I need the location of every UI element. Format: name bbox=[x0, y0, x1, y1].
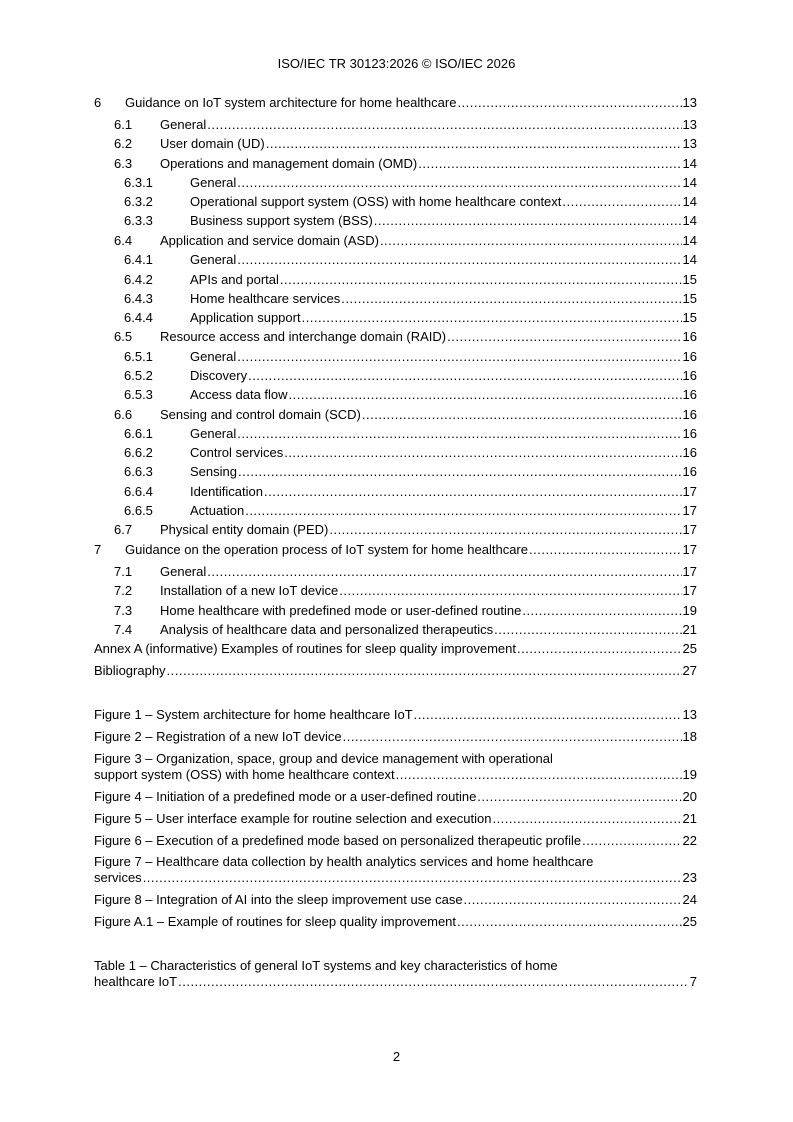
toc-page: 16 bbox=[682, 426, 697, 441]
toc-entry[interactable] bbox=[124, 349, 697, 365]
toc-number: 6.4.2 bbox=[124, 272, 153, 287]
toc-number: 6.3.3 bbox=[124, 213, 153, 228]
toc-leader bbox=[284, 445, 681, 461]
toc-leader bbox=[237, 175, 681, 191]
toc-number: 6.6.2 bbox=[124, 445, 153, 460]
toc-title: Business support system (BSS) bbox=[190, 213, 373, 228]
toc-entry[interactable] bbox=[124, 387, 697, 403]
toc-entry[interactable] bbox=[114, 407, 697, 423]
toc-number: 7.4 bbox=[114, 622, 133, 637]
toc-page: 13 bbox=[682, 117, 697, 132]
toc-leader bbox=[264, 484, 682, 500]
toc-number: 6.4.1 bbox=[124, 252, 153, 267]
toc-title: Access data flow bbox=[190, 387, 288, 402]
toc-leader bbox=[280, 272, 682, 288]
toc-title: Analysis of healthcare data and personalized therapeutics bbox=[160, 622, 494, 637]
toc-title: General bbox=[190, 426, 237, 441]
toc-entry[interactable] bbox=[114, 136, 697, 152]
toc-entry[interactable] bbox=[124, 272, 697, 288]
figure-title: Figure 1 – System architecture for home healthcare IoT bbox=[94, 707, 413, 722]
toc-page: 16 bbox=[682, 407, 697, 422]
toc-number: 7.1 bbox=[114, 564, 133, 579]
figure-page: 13 bbox=[682, 707, 697, 722]
toc-page: 14 bbox=[682, 213, 697, 228]
toc-number: 6.5.1 bbox=[124, 349, 153, 364]
toc-leader bbox=[143, 870, 682, 886]
figure-page: 22 bbox=[682, 833, 697, 848]
toc-title: Bibliography bbox=[94, 663, 166, 678]
toc-leader bbox=[380, 233, 682, 249]
toc-title: Physical entity domain (PED) bbox=[160, 522, 329, 537]
toc-page: 14 bbox=[682, 175, 697, 190]
toc-number: 6.4.3 bbox=[124, 291, 153, 306]
toc-leader bbox=[237, 252, 681, 268]
toc-leader bbox=[494, 622, 681, 638]
toc-title: Operations and management domain (OMD) bbox=[160, 156, 418, 171]
toc-leader bbox=[492, 811, 681, 827]
toc-title: Discovery bbox=[190, 368, 248, 383]
toc-title: General bbox=[190, 349, 237, 364]
toc-title: General bbox=[190, 252, 237, 267]
toc-entry[interactable] bbox=[94, 542, 697, 558]
toc-title: Sensing and control domain (SCD) bbox=[160, 407, 361, 422]
toc-entry[interactable] bbox=[124, 213, 697, 229]
toc-page: 16 bbox=[682, 387, 697, 402]
toc-page: 14 bbox=[682, 252, 697, 267]
toc-entry[interactable] bbox=[124, 368, 697, 384]
toc-title: Home healthcare with predefined mode or user-defined routine bbox=[160, 603, 522, 618]
figure-entry[interactable] bbox=[94, 914, 697, 930]
toc-number: 7.2 bbox=[114, 583, 133, 598]
toc-page: 16 bbox=[682, 464, 697, 479]
toc-number: 6.2 bbox=[114, 136, 133, 151]
toc-leader bbox=[237, 426, 681, 442]
figure-title: Figure 5 – User interface example for routine selection and execution bbox=[94, 811, 492, 826]
toc-title: Application and service domain (ASD) bbox=[160, 233, 379, 248]
figure-title: Figure 4 – Initiation of a predefined mode or a user-defined routine bbox=[94, 789, 477, 804]
toc-number: 6.3.1 bbox=[124, 175, 153, 190]
toc-page: 15 bbox=[682, 291, 697, 306]
figure-title: Figure 2 – Registration of a new IoT device bbox=[94, 729, 342, 744]
figure-title: Figure 8 – Integration of AI into the sleep improvement use case bbox=[94, 892, 463, 907]
toc-title: Guidance on the operation process of IoT system for home healthcare bbox=[125, 542, 528, 557]
toc-entry[interactable] bbox=[124, 252, 697, 268]
toc-number: 6.5 bbox=[114, 329, 133, 344]
toc-leader bbox=[418, 156, 681, 172]
toc-page: 16 bbox=[682, 445, 697, 460]
toc-number: 6.6.4 bbox=[124, 484, 153, 499]
toc-title: Actuation bbox=[190, 503, 245, 518]
toc-number: 6.3.2 bbox=[124, 194, 153, 209]
toc-number: 6.4 bbox=[114, 233, 133, 248]
toc-title: Annex A (informative) Examples of routines for sleep quality improvement bbox=[94, 641, 516, 656]
toc-entry[interactable] bbox=[114, 583, 697, 599]
toc-leader bbox=[248, 368, 681, 384]
toc-title: Identification bbox=[190, 484, 263, 499]
toc-number: 6.5.2 bbox=[124, 368, 153, 383]
toc-page: 16 bbox=[682, 368, 697, 383]
toc-entry[interactable] bbox=[124, 291, 697, 307]
toc-leader bbox=[339, 583, 681, 599]
toc-number: 6 bbox=[94, 95, 102, 110]
figure-page: 21 bbox=[682, 811, 697, 826]
toc-page: 14 bbox=[682, 233, 697, 248]
toc-leader bbox=[238, 464, 682, 480]
toc-entry-annex[interactable] bbox=[94, 641, 697, 657]
figure-entry[interactable] bbox=[94, 811, 697, 827]
figure-title: Figure A.1 – Example of routines for sleep quality improvement bbox=[94, 914, 457, 929]
toc-entry[interactable] bbox=[124, 426, 697, 442]
toc-leader bbox=[245, 503, 681, 519]
figure-page: 20 bbox=[682, 789, 697, 804]
toc-number: 6.3 bbox=[114, 156, 133, 171]
toc-entry[interactable] bbox=[124, 503, 697, 519]
toc-leader bbox=[374, 213, 682, 229]
toc-title: Sensing bbox=[190, 464, 237, 479]
toc-page: 14 bbox=[682, 194, 697, 209]
figure-page: 24 bbox=[682, 892, 697, 907]
toc-page: 15 bbox=[682, 310, 697, 325]
toc-page: 21 bbox=[682, 622, 697, 637]
toc-leader bbox=[414, 707, 682, 723]
toc-page: 17 bbox=[682, 542, 697, 557]
toc-page: 27 bbox=[682, 663, 697, 678]
toc-page: 17 bbox=[682, 503, 697, 518]
toc-title: General bbox=[160, 564, 207, 579]
toc-title: Installation of a new IoT device bbox=[160, 583, 339, 598]
toc-entry[interactable] bbox=[114, 603, 697, 619]
figure-title: support system (OSS) with home healthcare context bbox=[94, 767, 395, 782]
toc-number: 6.7 bbox=[114, 522, 133, 537]
toc-leader bbox=[464, 892, 682, 908]
figure-title-line1: Figure 7 – Healthcare data collection by health analytics services and home healthcare bbox=[94, 854, 594, 869]
toc-number: 6.6.3 bbox=[124, 464, 153, 479]
figure-entry[interactable] bbox=[94, 833, 697, 849]
page-number: 2 bbox=[392, 1049, 401, 1064]
toc-leader bbox=[343, 729, 682, 745]
toc-leader bbox=[207, 117, 681, 133]
toc-leader bbox=[167, 663, 682, 679]
toc-entry[interactable] bbox=[124, 445, 697, 461]
toc-page: 13 bbox=[682, 136, 697, 151]
toc-title: APIs and portal bbox=[190, 272, 279, 287]
toc-page: 19 bbox=[682, 603, 697, 618]
toc-page: 17 bbox=[682, 522, 697, 537]
toc-number: 6.6.1 bbox=[124, 426, 153, 441]
toc-number: 6.1 bbox=[114, 117, 133, 132]
toc-title: User domain (UD) bbox=[160, 136, 265, 151]
toc-leader bbox=[329, 522, 681, 538]
toc-leader bbox=[517, 641, 682, 657]
table-title: healthcare IoT bbox=[94, 974, 178, 989]
toc-leader bbox=[362, 407, 682, 423]
toc-leader bbox=[447, 329, 681, 345]
toc-leader bbox=[207, 564, 681, 580]
figure-page: 23 bbox=[682, 870, 697, 885]
toc-page: 17 bbox=[682, 484, 697, 499]
toc-title: Control services bbox=[190, 445, 284, 460]
toc-entry[interactable] bbox=[114, 564, 697, 580]
toc-page: 17 bbox=[682, 564, 697, 579]
toc-number: 6.5.3 bbox=[124, 387, 153, 402]
toc-number: 6.6 bbox=[114, 407, 133, 422]
toc-title: General bbox=[190, 175, 237, 190]
figure-entry[interactable] bbox=[94, 751, 697, 783]
figure-page: 18 bbox=[682, 729, 697, 744]
toc-page: 16 bbox=[682, 329, 697, 344]
toc-leader bbox=[582, 833, 681, 849]
toc-page: 17 bbox=[682, 583, 697, 598]
toc-number: 6.6.5 bbox=[124, 503, 153, 518]
toc-leader bbox=[457, 95, 681, 111]
toc-entry[interactable] bbox=[114, 233, 697, 249]
toc-entry[interactable] bbox=[124, 464, 697, 480]
toc-page: 14 bbox=[682, 156, 697, 171]
figure-entry[interactable] bbox=[94, 789, 697, 805]
toc-entry[interactable] bbox=[114, 522, 697, 538]
table-title-line1: Table 1 – Characteristics of general IoT systems and key characteristics of home bbox=[94, 958, 558, 973]
toc-title: Resource access and interchange domain (RAID) bbox=[160, 329, 447, 344]
toc-entry[interactable] bbox=[114, 329, 697, 345]
toc-title: Home healthcare services bbox=[190, 291, 341, 306]
toc-leader bbox=[529, 542, 682, 558]
toc-title: Operational support system (OSS) with home healthcare context bbox=[190, 194, 562, 209]
toc-number: 7.3 bbox=[114, 603, 133, 618]
table-page: 7 bbox=[689, 974, 697, 989]
toc-page: 15 bbox=[682, 272, 697, 287]
figure-title: Figure 6 – Execution of a predefined mode based on personalized therapeutic profile bbox=[94, 833, 582, 848]
toc-entry[interactable] bbox=[94, 95, 697, 111]
toc-number: 7 bbox=[94, 542, 102, 557]
figure-title: services bbox=[94, 870, 142, 885]
toc-entry[interactable] bbox=[124, 175, 697, 191]
toc-entry[interactable] bbox=[114, 156, 697, 172]
figure-title-line1: Figure 3 – Organization, space, group and device management with operational bbox=[94, 751, 553, 766]
toc-leader bbox=[302, 310, 682, 326]
toc-leader bbox=[477, 789, 681, 805]
toc-title: Application support bbox=[190, 310, 301, 325]
toc-entry[interactable] bbox=[124, 194, 697, 210]
figure-entry[interactable] bbox=[94, 892, 697, 908]
toc-leader bbox=[562, 194, 681, 210]
figure-entry[interactable] bbox=[94, 707, 697, 723]
toc-leader bbox=[522, 603, 681, 619]
toc-page: 25 bbox=[682, 641, 697, 656]
toc-page: 13 bbox=[682, 95, 697, 110]
page-header: ISO/IEC TR 30123:2026 © ISO/IEC 2026 bbox=[277, 56, 516, 71]
toc-title: General bbox=[160, 117, 207, 132]
toc-title: Guidance on IoT system architecture for home healthcare bbox=[125, 95, 457, 110]
toc-number: 6.4.4 bbox=[124, 310, 153, 325]
toc-leader bbox=[396, 767, 682, 783]
toc-leader bbox=[341, 291, 681, 307]
figure-page: 25 bbox=[682, 914, 697, 929]
toc-entry[interactable] bbox=[124, 484, 697, 500]
toc-leader bbox=[457, 914, 682, 930]
figure-page: 19 bbox=[682, 767, 697, 782]
figure-entry[interactable] bbox=[94, 729, 697, 745]
toc-entry[interactable] bbox=[114, 117, 697, 133]
toc-entry[interactable] bbox=[124, 310, 697, 326]
toc-entry[interactable] bbox=[114, 622, 697, 638]
table-entry[interactable] bbox=[94, 958, 697, 990]
toc-leader bbox=[237, 349, 681, 365]
toc-leader bbox=[289, 387, 682, 403]
toc-entry-bibliography[interactable] bbox=[94, 663, 697, 679]
toc-leader bbox=[178, 974, 689, 990]
toc-page: 16 bbox=[682, 349, 697, 364]
figure-entry[interactable] bbox=[94, 854, 697, 886]
toc-leader bbox=[266, 136, 682, 152]
